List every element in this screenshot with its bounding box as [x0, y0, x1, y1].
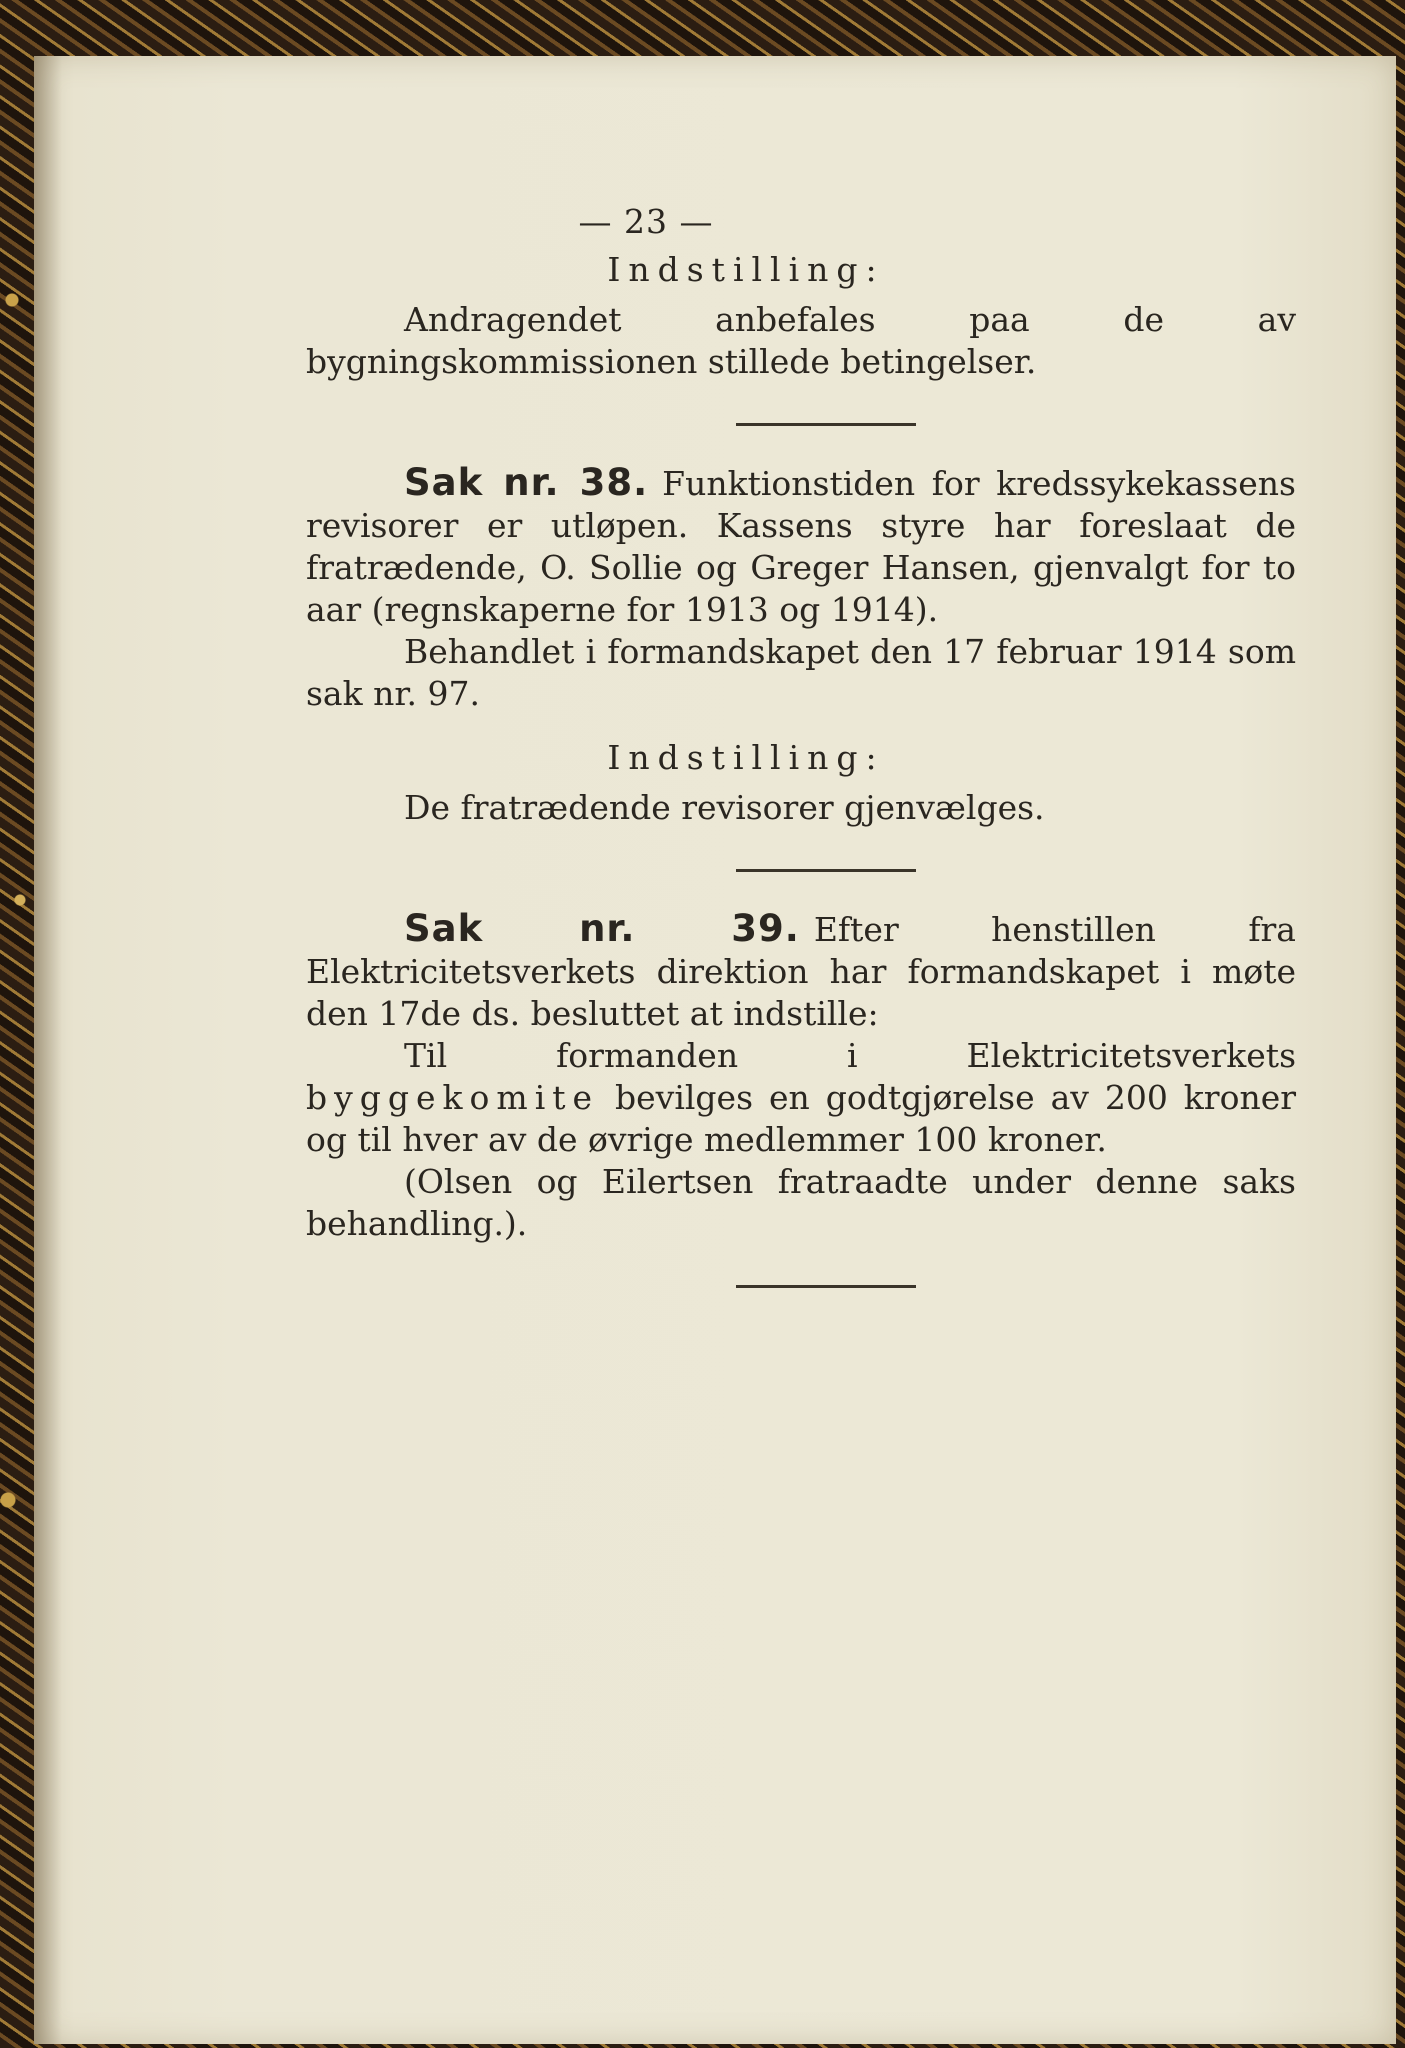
page-number: — 23 — [578, 202, 714, 241]
sak-39-text: Efter henstillen fra Elektricitetsverkets direktion har formandskapet i møte den 17de ds. besluttet at indstille: [306, 910, 1296, 1033]
spaced-word: byggekomite [306, 1078, 600, 1117]
sak-39-para-rest: bevilges en godtgjørelse av 200 kroner og til hver av de øvrige medlemmer 100 kroner. [306, 1078, 1296, 1159]
sak-39-paragraph [306, 908, 1296, 1035]
sak-38-paragraph [306, 462, 1296, 631]
page-text [306, 201, 1306, 1324]
indstilling-heading-1: Indstilling: [607, 250, 885, 289]
section-divider [736, 423, 916, 426]
indstilling-heading-2: Indstilling: [607, 738, 885, 777]
sak-38-text: Funktionstiden for kredssykekassens revisorer er utløpen. Kassens styre har foreslaat de fratrædende, O. Sollie og Greger Hansen, gjenvalgt for to aar (regnskaperne for 1913 og 1914). [306, 464, 1296, 629]
sak-39-resolution [306, 1035, 1296, 1161]
sak-38-treated: Behandlet i formandskapet den 17 februar 1914 som sak nr. 97. [306, 632, 1296, 713]
block1-text: Andragendet anbefales paa de av bygningskommissionen stillede betingelser. [306, 300, 1296, 381]
sak-38-recommendation: De fratrædende revisorer gjenvælges. [404, 788, 1045, 827]
sak-39-para-start: Til formanden i Elektricitetsverkets [404, 1036, 1296, 1075]
sak-38-label: Sak nr. 38. [404, 461, 649, 504]
sak-39-label: Sak nr. 39. [404, 907, 800, 950]
sak-39-note: (Olsen og Eilertsen fratraadte under denne saks behandling.). [306, 1162, 1296, 1243]
section-divider [736, 869, 916, 872]
spine-shadow [34, 56, 62, 2044]
section-divider [736, 1285, 916, 1288]
book-page [34, 56, 1396, 2044]
